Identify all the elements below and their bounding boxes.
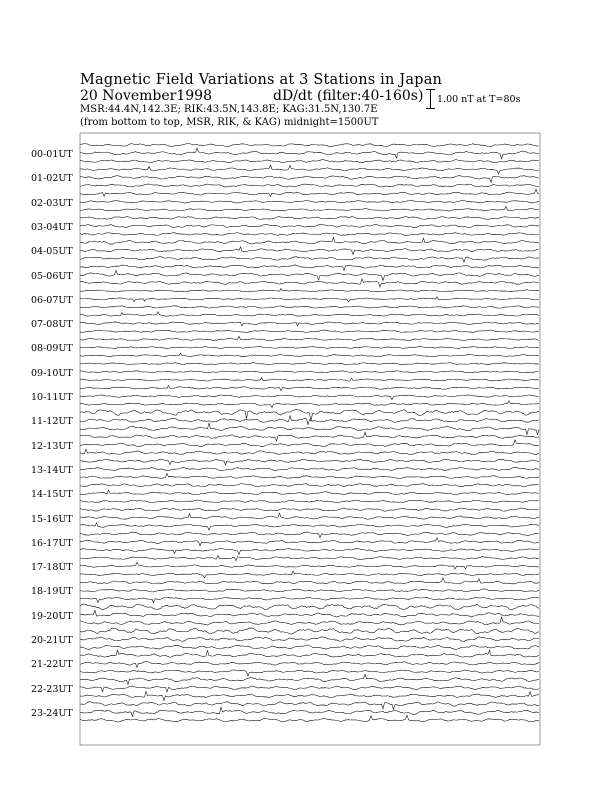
trace-rik xyxy=(80,589,539,592)
trace-kag xyxy=(80,312,539,316)
hour-label: 02-03UT xyxy=(31,197,73,209)
trace-kag xyxy=(80,265,539,270)
trace-kag xyxy=(80,459,539,465)
hour-label: 18-19UT xyxy=(31,586,73,598)
plot-frame xyxy=(80,133,540,745)
scale-label: 1.00 nT at T=80s xyxy=(437,94,521,105)
trace-rik xyxy=(80,468,539,471)
trace-msr xyxy=(80,617,539,625)
trace-rik xyxy=(80,416,539,425)
trace-rik xyxy=(80,148,539,159)
trace-msr xyxy=(80,378,539,381)
trace-msr xyxy=(80,473,539,478)
trace-rik xyxy=(80,490,539,495)
trace-msr xyxy=(80,160,539,163)
hour-label: 17-18UT xyxy=(31,562,73,574)
trace-msr xyxy=(80,306,539,308)
hour-label: 14-15UT xyxy=(31,489,73,501)
trace-kag xyxy=(80,604,539,610)
trace-kag xyxy=(80,702,539,710)
hour-label: 08-09UT xyxy=(31,343,73,355)
hour-label: 12-13UT xyxy=(31,440,73,452)
trace-msr xyxy=(80,449,539,454)
trace-rik xyxy=(80,440,539,447)
trace-rik xyxy=(80,662,539,668)
trace-kag xyxy=(80,385,539,390)
trace-kag xyxy=(80,532,539,538)
hour-label: 16-17UT xyxy=(31,537,73,549)
trace-kag xyxy=(80,189,539,196)
hour-label: 03-04UT xyxy=(31,221,73,233)
trace-kag xyxy=(80,555,539,560)
trace-rik xyxy=(80,371,539,373)
trace-rik xyxy=(80,686,539,692)
trace-kag xyxy=(80,217,539,220)
quantity-filter-label: dD/dt (filter:40-160s) xyxy=(273,88,424,104)
hour-label: 11-12UT xyxy=(31,416,73,428)
trace-kag xyxy=(80,409,539,421)
trace-rik xyxy=(80,562,539,569)
trace-rik xyxy=(80,270,539,280)
trace-rik xyxy=(80,200,539,203)
trace-kag xyxy=(80,165,539,174)
trace-kag xyxy=(80,363,539,365)
trace-rik xyxy=(80,224,539,227)
trace-rik xyxy=(80,538,539,546)
trace-msr xyxy=(80,257,539,263)
trace-kag xyxy=(80,674,539,684)
hour-label: 07-08UT xyxy=(31,319,73,331)
trace-rik xyxy=(80,176,539,183)
trace-kag xyxy=(80,238,539,245)
trace-kag xyxy=(80,144,539,147)
trace-kag xyxy=(80,289,539,292)
hour-label: 15-16UT xyxy=(31,513,73,525)
hour-label: 19-20UT xyxy=(31,610,73,622)
trace-kag xyxy=(80,650,539,657)
trace-kag xyxy=(80,578,539,584)
trace-msr xyxy=(80,500,539,503)
trace-msr xyxy=(80,353,539,357)
trace-rik xyxy=(80,395,539,400)
date-label: 20 November1998 xyxy=(80,88,212,104)
hour-label: 10-11UT xyxy=(31,392,73,403)
trace-msr xyxy=(80,279,539,287)
hour-label: 00-01UT xyxy=(31,149,73,160)
trace-msr xyxy=(80,597,539,603)
trace-msr xyxy=(80,715,539,722)
hour-label: 21-22UT xyxy=(31,659,73,671)
trace-rik xyxy=(80,707,539,716)
hour-label: 23-24UT xyxy=(31,707,73,719)
trace-msr xyxy=(80,401,539,408)
hour-label: 01-02UT xyxy=(31,173,73,185)
hour-label: 09-10UT xyxy=(31,367,73,379)
trace-rik xyxy=(80,247,539,254)
trace-kag xyxy=(80,483,539,486)
trace-kag xyxy=(80,432,539,441)
trace-msr xyxy=(80,670,539,676)
trace-kag xyxy=(80,628,539,634)
hour-label: 13-14UT xyxy=(31,464,73,476)
hour-label: 06-07UT xyxy=(31,294,73,306)
trace-kag xyxy=(80,336,539,340)
trace-msr xyxy=(80,523,539,530)
trace-msr xyxy=(80,184,539,187)
trace-rik xyxy=(80,513,539,519)
chart-title: Magnetic Field Variations at 3 Stations in Japan xyxy=(80,72,443,88)
trace-msr xyxy=(80,691,539,700)
trace-rik xyxy=(80,346,539,348)
station-order-note: (from bottom to top, MSR, RIK, & KAG) midnight=1500UT xyxy=(80,117,379,128)
station-coordinates: MSR:44.4N,142.3E; RIK:43.5N,143.8E; KAG:31.5N,130.7E xyxy=(80,104,378,115)
trace-rik xyxy=(80,322,539,326)
trace-msr xyxy=(80,548,539,554)
trace-rik xyxy=(80,297,539,302)
trace-msr xyxy=(80,571,539,578)
trace-msr xyxy=(80,330,539,333)
hour-label: 22-23UT xyxy=(31,683,73,695)
trace-kag xyxy=(80,508,539,511)
trace-msr xyxy=(80,423,539,435)
hour-label: 05-06UT xyxy=(31,270,73,282)
hour-label: 04-05UT xyxy=(31,246,73,258)
hour-label: 20-21UT xyxy=(31,635,73,646)
trace-msr xyxy=(80,207,539,212)
trace-msr xyxy=(80,233,539,236)
trace-msr xyxy=(80,645,539,650)
trace-rik xyxy=(80,610,539,617)
trace-rik xyxy=(80,637,539,642)
